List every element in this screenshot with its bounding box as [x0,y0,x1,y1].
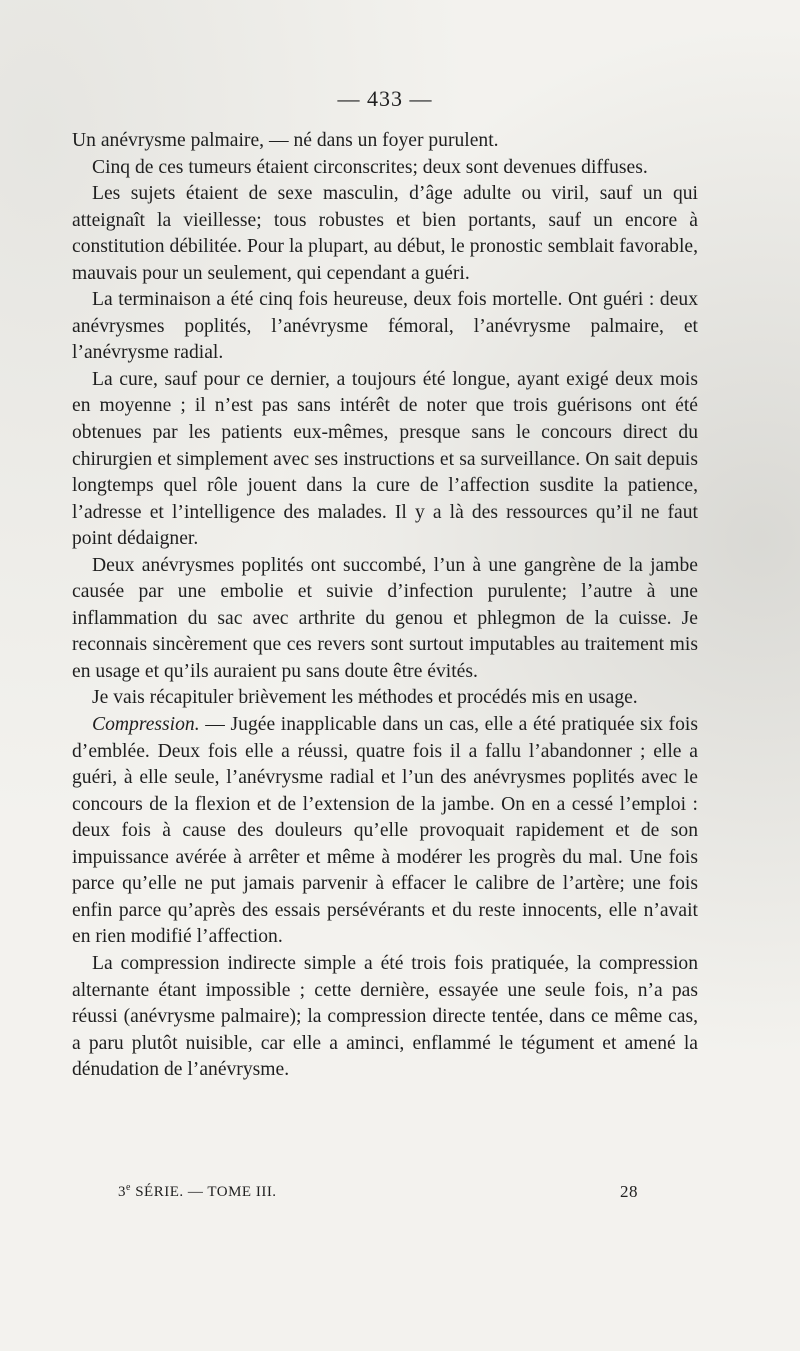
series-number: 3 [118,1184,126,1200]
paragraph-5: La cure, sauf pour ce dernier, a toujours été longue, ayant exigé deux mois en moyenne ; il n’est pas sans intérêt de noter que trois guérisons ont été obtenues par les patients eux-mêmes, presque sans le concours direct du chirurgien et simplement avec ses instructions et sa surveillance. On sait depuis longtemps quel rôle jouent dans la cure de l’affection susdite la patience, l’adresse et l’intelligence des malades. Il y a là des ressources qu’il ne faut point dédaigner. [72,368,698,550]
paragraph-6: Deux anévrysmes poplités ont succombé, l’un à une gangrène de la jambe causée par une embolie et suivie d’infection purulente; l’autre à une inflammation du sac avec arthrite du genou et phlegmon de la cuisse. Je reconnais sincèrement que ces revers sont surtout imputables au traitement mis en usage et qu’ils auraient pu sans doute être évités. [72,554,698,682]
paragraph-last: La compression indirecte simple a été trois fois pratiquée, la compression alternante étant impossible ; cette dernière, essayée une seule fois, n’a pas réussi (anévrysme palmaire); la compression directe tentée, dans ce même cas, a paru plutôt nuisible, car elle a aminci, enflammé le tégument et amené la dénudation de l’anévrysme. [72,952,698,1081]
series-info [118,1182,277,1201]
signature-mark: 28 [620,1182,638,1201]
body-text [72,128,698,1084]
paragraph-4: La terminaison a été cinq fois heureuse, deux fois mortelle. Ont guéri : deux anévrysmes poplités, l’anévrysme fémoral, l’anévrysme palmaire, et l’anévrysme radial. [72,289,698,364]
series-superscript: e [126,1182,131,1193]
page-number: — 433 — [337,86,433,111]
paragraph-1: Un anévrysme palmaire, — né dans un foyer purulent. [72,130,499,151]
paragraph-3: Les sujets étaient de sexe masculin, d’âge adulte ou viril, sauf un qui atteignaît la vieillesse; tous robustes et bien portants, sauf un encore à constitution débilitée. Pour la plupart, au début, le pronostic semblait favorable, mauvais pour un seulement, qui cependant a guéri. [72,183,698,284]
compression-heading: Compression. [92,714,200,736]
compression-text: — Jugée inapplicable dans un cas, elle a été pratiquée six fois d’emblée. Deux fois elle a réussi, quatre fois il a fallu l’abandonner ; elle a guéri, à elle seule, l’anévrysme radial et l’un des anévrysmes poplités avec le concours de la flexion et de l’extension de la jambe. On en a cessé l’emploi : deux fois à cause des douleurs qu’elle provoquait rapidement et de son impuissance avérée à arrêter et même à modérer les progrès du mal. Une fois parce qu’elle ne put jamais parvenir à effacer le calibre de l’artère; une fois enfin parce qu’après des essais persévérants et du reste innocents, elle n’avait en rien modifié l’affection. [72,714,698,948]
paragraph-compression [72,712,698,951]
paragraph-7: Je vais récapituler brièvement les méthodes et procédés mis en usage. [92,687,638,709]
series-text: SÉRIE. — TOME III. [130,1184,277,1200]
paragraph-2: Cinq de ces tumeurs étaient circonscrites; deux sont devenues diffuses. [92,156,648,178]
